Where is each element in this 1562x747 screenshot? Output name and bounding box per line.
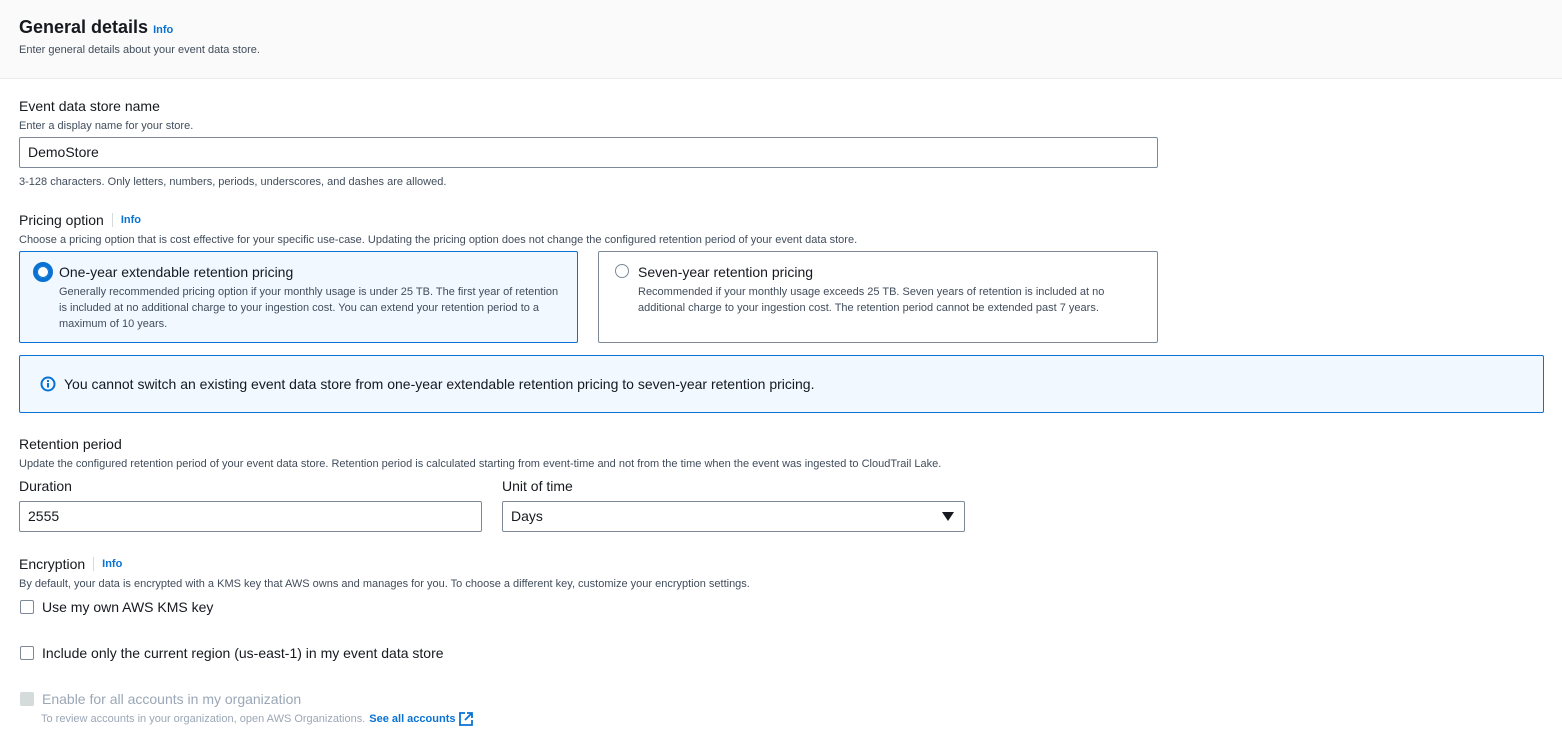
checkbox[interactable] (20, 646, 34, 660)
divider (112, 213, 113, 227)
header-description: Enter general details about your event data store. (19, 44, 260, 56)
organization-description (41, 712, 473, 726)
checkbox-label: Include only the current region (us-east-1) in my event data store (42, 645, 444, 661)
organization-checkbox[interactable] (20, 691, 301, 707)
encryption-label-text: Encryption (19, 556, 86, 572)
divider (93, 557, 94, 571)
pricing-label-text: Pricing option (19, 212, 104, 228)
checkbox[interactable] (20, 600, 34, 614)
option-description: Recommended if your monthly usage exceeds 25 TB. Seven years of retention is included at no additional charge to your ingestion cost. The retention period cannot be extended past 7 years. (638, 286, 1105, 314)
alert-text: You cannot switch an existing event data store from one-year extendable retention pricing to seven-year retention pricing. (64, 376, 815, 392)
see-all-accounts-link[interactable]: See all accounts (369, 713, 456, 725)
encryption-label (19, 556, 122, 572)
pricing-option-one-year[interactable] (19, 251, 578, 343)
pricing-label (19, 212, 141, 228)
pricing-info-link[interactable]: Info (120, 214, 141, 226)
duration-label: Duration (19, 478, 72, 494)
radio-selected[interactable] (33, 262, 53, 282)
caret-down-icon (942, 512, 954, 521)
header-section (0, 0, 1562, 79)
unit-label: Unit of time (502, 478, 573, 494)
pricing-description: Choose a pricing option that is cost effective for your specific use-case. Updating the pricing option does not change the configured retention period of your event data store. (19, 234, 858, 246)
retention-description: Update the configured retention period of your event data store. Retention period is calculated starting from event-time and not from the time when the event was ingested to CloudTrail Lake. (19, 458, 942, 470)
external-link-icon[interactable] (459, 712, 473, 726)
info-alert (19, 355, 1544, 413)
page-title (19, 17, 173, 38)
unit-selected-value: Days (511, 508, 543, 524)
checkbox-label: Use my own AWS KMS key (42, 599, 214, 615)
info-icon (40, 376, 56, 392)
duration-input[interactable]: 2555 (19, 501, 482, 532)
region-checkbox[interactable] (20, 645, 444, 661)
option-title: One-year extendable retention pricing (59, 264, 294, 280)
option-description: Generally recommended pricing option if your monthly usage is under 25 TB. The first year of retention is included at no additional charge to your ingestion cost. You can extend your retention period to a maximum of 10 years. (59, 286, 559, 330)
organization-description-text: To review accounts in your organization, open AWS Organizations. (41, 713, 366, 725)
encryption-description: By default, your data is encrypted with a KMS key that AWS owns and manages for you. To choose a different key, customize your encryption settings. (19, 578, 750, 590)
kms-key-checkbox[interactable] (20, 599, 213, 615)
radio-unselected[interactable] (615, 264, 629, 278)
info-link[interactable]: Info (153, 24, 174, 36)
name-input[interactable]: DemoStore (19, 137, 1158, 168)
checkbox-disabled[interactable] (20, 692, 34, 706)
pricing-option-seven-year[interactable] (598, 251, 1158, 343)
encryption-info-link[interactable]: Info (102, 558, 123, 570)
title-text: General details (19, 17, 149, 37)
option-title: Seven-year retention pricing (638, 264, 814, 280)
checkbox-label: Enable for all accounts in my organization (42, 691, 302, 707)
name-label: Event data store name (19, 98, 160, 114)
unit-select[interactable] (502, 501, 965, 532)
retention-label: Retention period (19, 436, 122, 452)
name-description: Enter a display name for your store. (19, 120, 194, 132)
name-constraint: 3-128 characters. Only letters, numbers, periods, underscores, and dashes are allowed. (19, 176, 447, 188)
